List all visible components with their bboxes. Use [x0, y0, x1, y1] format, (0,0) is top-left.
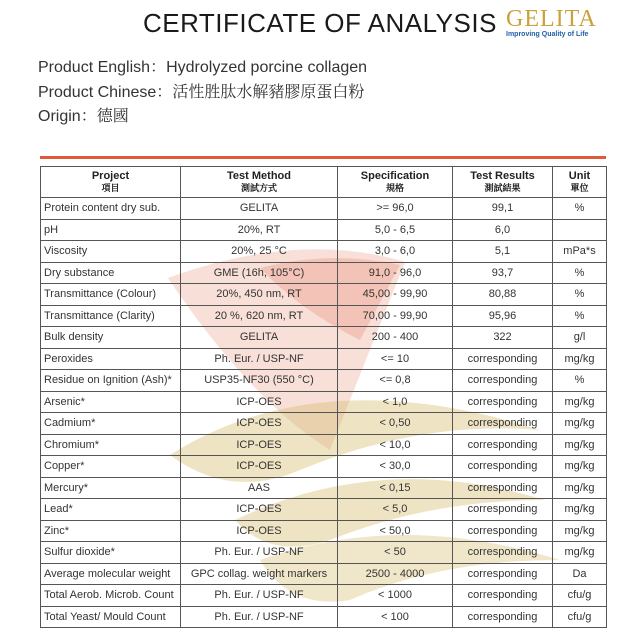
product-english-label: Product English [38, 59, 151, 76]
table-row [41, 563, 607, 585]
cell-result: corresponding [453, 499, 553, 521]
cell-spec: < 10,0 [338, 434, 453, 456]
cell-result: corresponding [453, 434, 553, 456]
cell-method: 20%, 25 °C [181, 241, 338, 263]
product-english-value: Hydrolyzed porcine collagen [166, 59, 368, 76]
cell-method: Ph. Eur. / USP-NF [181, 585, 338, 607]
cell-spec: 2500 - 4000 [338, 563, 453, 585]
table-row [41, 585, 607, 607]
cell-spec: 91,0 - 96,0 [338, 262, 453, 284]
table-row [41, 499, 607, 521]
table-row [41, 370, 607, 392]
cell-unit: mg/kg [553, 434, 607, 456]
cell-spec: < 100 [338, 606, 453, 628]
cell-project: Transmittance (Clarity) [41, 305, 181, 327]
table-header-row [41, 167, 607, 198]
cell-project: pH [41, 219, 181, 241]
cell-result: 5,1 [453, 241, 553, 263]
cell-spec: < 30,0 [338, 456, 453, 478]
cell-unit: % [553, 198, 607, 220]
table-row [41, 606, 607, 628]
cell-unit: % [553, 370, 607, 392]
cell-unit: mg/kg [553, 542, 607, 564]
table-row [41, 456, 607, 478]
cell-project: Arsenic* [41, 391, 181, 413]
cell-unit: g/l [553, 327, 607, 349]
product-chinese-line: Product Chinese：活性胜肽水解豬膠原蛋白粉 [38, 84, 365, 101]
cell-method: ICP-OES [181, 434, 338, 456]
cell-result: corresponding [453, 563, 553, 585]
header-test-method: Test Method 測試方式 [181, 167, 338, 198]
product-chinese-value: 活性胜肽水解豬膠原蛋白粉 [172, 84, 365, 101]
cell-project: Transmittance (Colour) [41, 284, 181, 306]
table-row [41, 305, 607, 327]
cell-project: Residue on Ignition (Ash)* [41, 370, 181, 392]
cell-spec: < 0,15 [338, 477, 453, 499]
cell-spec: <= 0,8 [338, 370, 453, 392]
table-row [41, 262, 607, 284]
cell-method: AAS [181, 477, 338, 499]
cell-spec: < 0,50 [338, 413, 453, 435]
analysis-table [40, 166, 607, 628]
cell-unit: cfu/g [553, 585, 607, 607]
cell-result: corresponding [453, 606, 553, 628]
cell-method: Ph. Eur. / USP-NF [181, 348, 338, 370]
cell-unit: mg/kg [553, 477, 607, 499]
cell-result: corresponding [453, 348, 553, 370]
cell-spec: < 50,0 [338, 520, 453, 542]
cell-method: GPC collag. weight markers [181, 563, 338, 585]
cell-spec: 45,00 - 99,90 [338, 284, 453, 306]
table-row [41, 327, 607, 349]
cell-unit [553, 219, 607, 241]
cell-spec: < 1,0 [338, 391, 453, 413]
cell-method: ICP-OES [181, 520, 338, 542]
cell-result: corresponding [453, 477, 553, 499]
cell-result: 99,1 [453, 198, 553, 220]
cell-unit: % [553, 262, 607, 284]
cell-method: ICP-OES [181, 391, 338, 413]
table-row [41, 198, 607, 220]
cell-project: Protein content dry sub. [41, 198, 181, 220]
cell-project: Copper* [41, 456, 181, 478]
cell-result: corresponding [453, 520, 553, 542]
cell-spec: 3,0 - 6,0 [338, 241, 453, 263]
cell-method: USP35-NF30 (550 °C) [181, 370, 338, 392]
table-row [41, 542, 607, 564]
accent-divider [40, 156, 606, 159]
cell-result: 95,96 [453, 305, 553, 327]
table-body [41, 198, 607, 628]
cell-unit: mg/kg [553, 348, 607, 370]
cell-project: Zinc* [41, 520, 181, 542]
table-row [41, 391, 607, 413]
cell-project: Lead* [41, 499, 181, 521]
gelita-logo [506, 6, 602, 40]
cell-method: 20%, RT [181, 219, 338, 241]
cell-unit: mg/kg [553, 413, 607, 435]
cell-unit: Da [553, 563, 607, 585]
table-row [41, 477, 607, 499]
cell-method: ICP-OES [181, 499, 338, 521]
cell-spec: 200 - 400 [338, 327, 453, 349]
cell-method: Ph. Eur. / USP-NF [181, 606, 338, 628]
cell-project: Chromium* [41, 434, 181, 456]
cell-spec: < 1000 [338, 585, 453, 607]
cell-result: 6,0 [453, 219, 553, 241]
cell-result: corresponding [453, 370, 553, 392]
table-row [41, 413, 607, 435]
cell-result: corresponding [453, 413, 553, 435]
cell-project: Viscosity [41, 241, 181, 263]
table-row [41, 520, 607, 542]
table-row [41, 348, 607, 370]
cell-unit: mg/kg [553, 499, 607, 521]
cell-spec: < 50 [338, 542, 453, 564]
cell-method: Ph. Eur. / USP-NF [181, 542, 338, 564]
logo-name: GELITA [506, 6, 597, 32]
cell-spec: <= 10 [338, 348, 453, 370]
origin-label: Origin [38, 108, 81, 125]
cell-result: corresponding [453, 456, 553, 478]
cell-project: Sulfur dioxide* [41, 542, 181, 564]
cell-result: 93,7 [453, 262, 553, 284]
product-english-line: Product English：Hydrolyzed porcine collagen [38, 59, 368, 76]
cell-project: Total Aerob. Microb. Count [41, 585, 181, 607]
cell-method: GELITA [181, 327, 338, 349]
table-row [41, 219, 607, 241]
cell-project: Bulk density [41, 327, 181, 349]
cell-result: 80,88 [453, 284, 553, 306]
cell-project: Peroxides [41, 348, 181, 370]
header-project: Project 項目 [41, 167, 181, 198]
cell-method: ICP-OES [181, 456, 338, 478]
cell-spec: < 5,0 [338, 499, 453, 521]
cell-method: GME (16h, 105°C) [181, 262, 338, 284]
cell-project: Cadmium* [41, 413, 181, 435]
cell-project: Mercury* [41, 477, 181, 499]
cell-project: Total Yeast/ Mould Count [41, 606, 181, 628]
origin-line: Origin：德國 [38, 108, 129, 125]
table-row [41, 434, 607, 456]
cell-spec: 70,00 - 99,90 [338, 305, 453, 327]
cell-unit: mg/kg [553, 520, 607, 542]
cell-spec: 5,0 - 6,5 [338, 219, 453, 241]
cell-project: Average molecular weight [41, 563, 181, 585]
cell-result: corresponding [453, 542, 553, 564]
logo-tagline: Improving Quality of Life [506, 31, 589, 38]
cell-unit: mg/kg [553, 456, 607, 478]
cell-unit: mg/kg [553, 391, 607, 413]
cell-unit: % [553, 284, 607, 306]
cell-method: 20%, 450 nm, RT [181, 284, 338, 306]
cell-unit: cfu/g [553, 606, 607, 628]
cell-result: 322 [453, 327, 553, 349]
cell-result: corresponding [453, 391, 553, 413]
cell-method: ICP-OES [181, 413, 338, 435]
cell-result: corresponding [453, 585, 553, 607]
header-test-results: Test Results 測試結果 [453, 167, 553, 198]
cell-method: 20 %, 620 nm, RT [181, 305, 338, 327]
cell-method: GELITA [181, 198, 338, 220]
product-chinese-label: Product Chinese [38, 84, 157, 101]
table-row [41, 241, 607, 263]
header-unit: Unit 單位 [553, 167, 607, 198]
table-row [41, 284, 607, 306]
document-title: CERTIFICATE OF ANALYSIS [143, 8, 497, 38]
cell-project: Dry substance [41, 262, 181, 284]
header-specification: Specification 規格 [338, 167, 453, 198]
cell-unit: % [553, 305, 607, 327]
origin-value: 德國 [96, 108, 129, 125]
cell-unit: mPa*s [553, 241, 607, 263]
cell-spec: >= 96,0 [338, 198, 453, 220]
